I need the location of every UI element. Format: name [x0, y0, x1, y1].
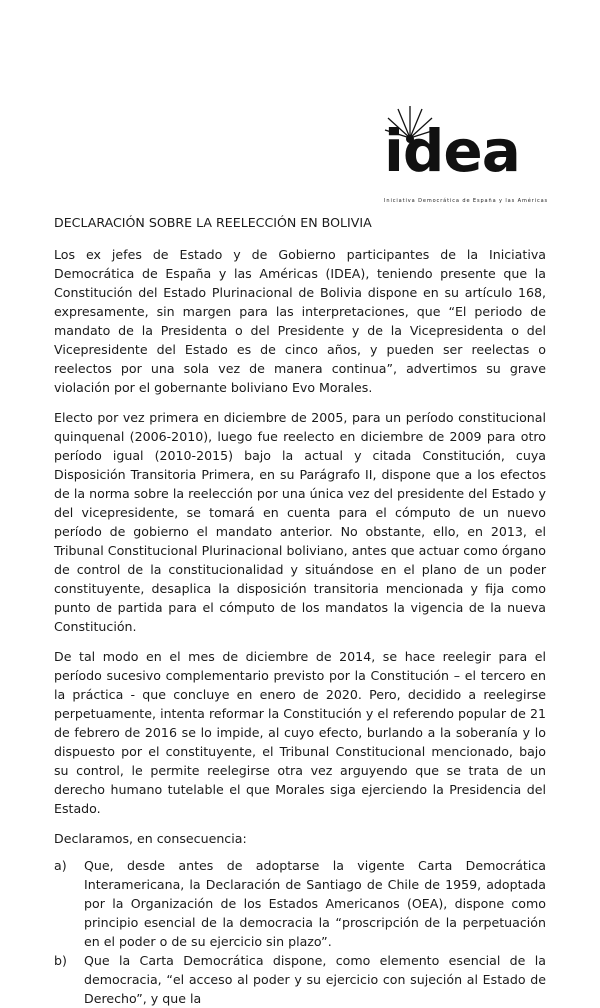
logo-wordmark: idea [384, 117, 520, 185]
document-title: DECLARACIÓN SOBRE LA REELECCIÓN EN BOLIVIA [54, 215, 372, 230]
paragraph-2: Electo por vez primera en diciembre de 2005, para un período constitucional quinquenal (2006-2010), luego fue reelecto en diciembre de 2009 para otro período igual (2010-2015) bajo la actual y citada Constitución, cuya Disposición Transitoria Primera, en su Parágrafo II, dispone que a los efectos de la norma sobre la reelección por una única vez del presidente del Estado y del vicepresidente, se tomará en cuenta para el cómputo de un nuevo período de gobierno el mandato anterior. No obstante, ello, en 2013, el Tribunal Constitucional Plurinacional boliviano, antes que actuar como órgano de control de la constitucionalidad y situándose en el plano de un poder constituyente, desaplica la disposición transitoria mencionada y fija como punto de partida para el cómputo de los mandatos la vigencia de la nueva Constitución. [54, 410, 546, 634]
list-item-text: Que la Carta Democrática dispone, como elemento esencial de la democracia, “el acceso al poder y su ejercicio con sujeción al Estado de Derecho”, y que la [84, 953, 546, 1006]
paragraph-1: Los ex jefes de Estado y de Gobierno participantes de la Iniciativa Democrática de España y las Américas (IDEA), teniendo presente que la Constitución del Estado Plurinacional de Bolivia dispone en su artículo 168, expresamente, sin margen para las interpretaciones, que “El periodo de mandato de la Presidenta o del Presidente y de la Vicepresidenta o del Vicepresidente del Estado es de cinco años, y pueden ser reelectas o reelectos por una sola vez de manera continua”, advertimos su grave violación por el gobernante boliviano Evo Morales. [54, 247, 546, 395]
idea-logo [384, 104, 559, 208]
paragraph-3: De tal modo en el mes de diciembre de 2014, se hace reelegir para el período sucesivo complementario previsto por la Constitución – el tercero en la práctica - que concluye en enero de 2020. Pero, decidido a reelegirse perpetuamente, intenta reformar la Constitución y el referendo popular de 21 de febrero de 2016 se lo impide, al cuyo efecto, burlando a la soberanía y lo dispuesto por el constituyente, el Tribunal Constitucional mencionado, bajo su control, le permite reelegirse otra vez arguyendo que se trata de un derecho humano tutelable el que Morales siga ejerciendo la Presidencia del Estado. [54, 649, 546, 816]
list-item [54, 856, 546, 951]
document-body [54, 213, 546, 1008]
list-item [54, 951, 546, 1008]
list-marker: b) [54, 953, 67, 968]
paragraph-4: Declaramos, en consecuencia: [54, 831, 247, 846]
list-marker: a) [54, 858, 67, 873]
list-item-text: Que, desde antes de adoptarse la vigente Carta Democrática Interamericana, la Declaración de Santiago de Chile de 1959, adoptada por la Organización de los Estados Americanos (OEA), dispone como principio esencial de la democracia la “proscripción de la perpetuación en el poder o de su ejercicio sin plazo”. [84, 858, 546, 949]
logo-tagline: Iniciativa Democrática de España y las Américas [384, 198, 549, 204]
declaration-list [54, 856, 546, 1008]
